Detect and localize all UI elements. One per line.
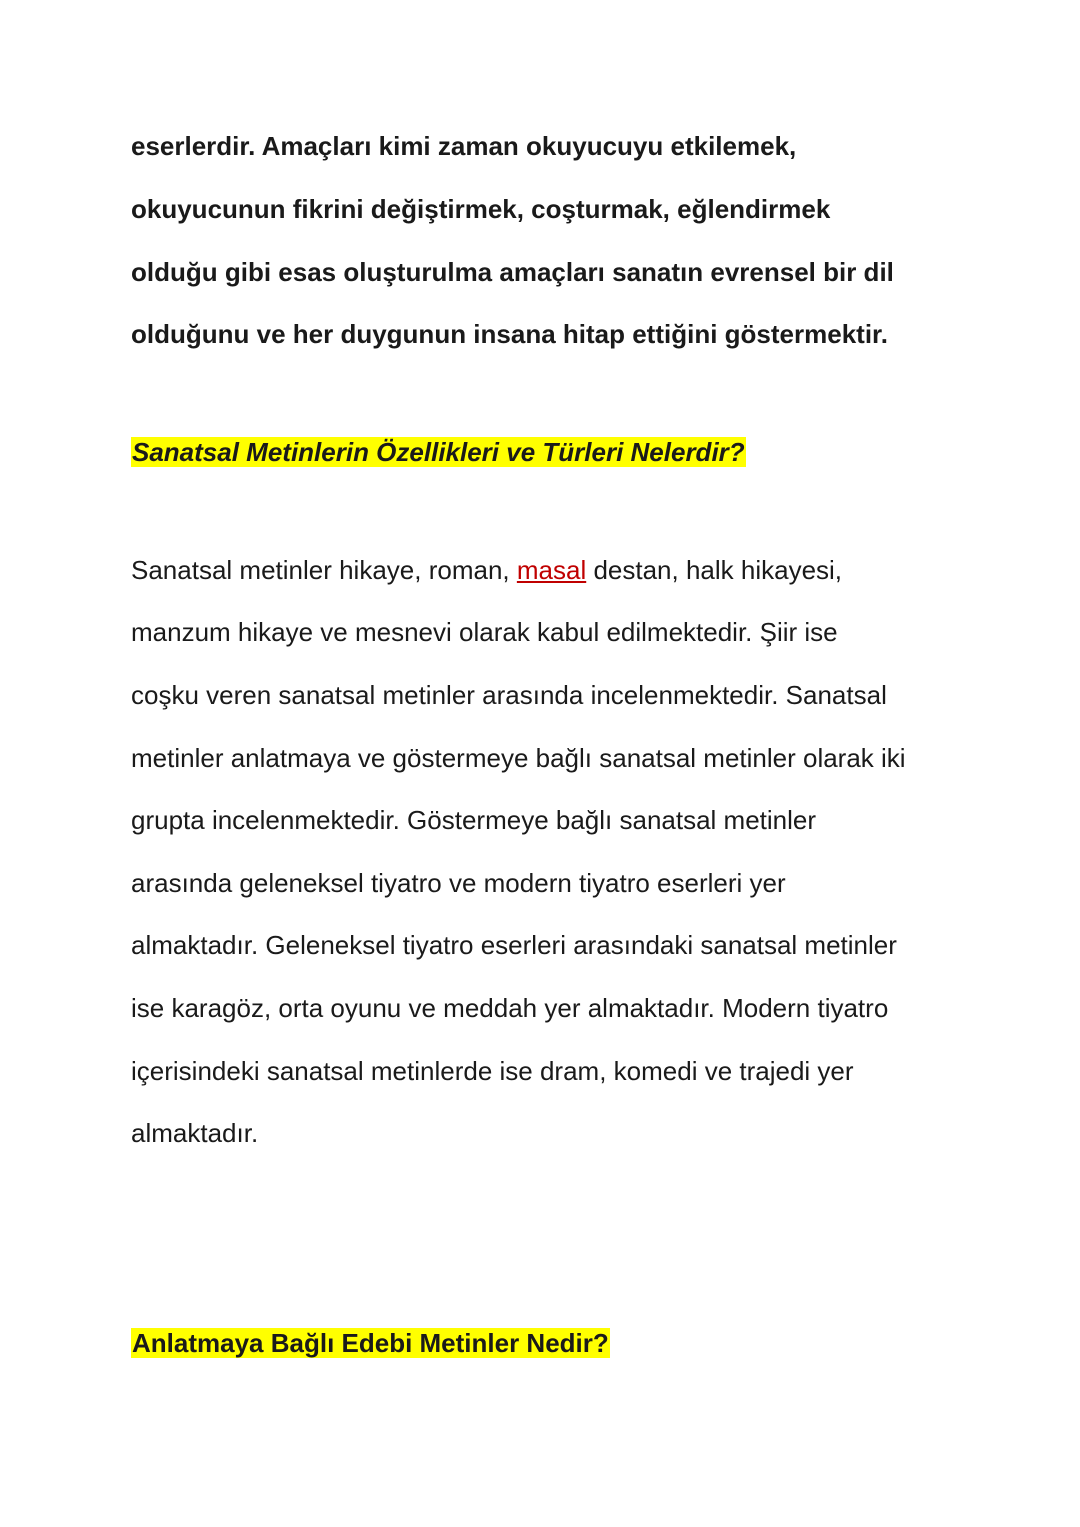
intro-line-4: olduğunu ve her duygunun insana hitap ettiğini göstermektir. — [131, 319, 888, 349]
body-line-2: manzum hikaye ve mesnevi olarak kabul edilmektedir. Şiir ise — [131, 617, 838, 647]
body-line-9: içerisindeki sanatsal metinlerde ise dram, komedi ve trajedi yer — [131, 1056, 854, 1086]
intro-line-2: okuyucunun fikrini değiştirmek, coşturmak, eğlendirmek — [131, 194, 831, 224]
section-heading-narrative — [131, 1327, 610, 1359]
body-line-1-end: destan, halk hikayesi, — [586, 555, 843, 585]
intro-line-1: eserlerdir. Amaçları kimi zaman okuyucuyu etkilemek, — [131, 131, 797, 161]
body-line-1 — [131, 554, 842, 586]
body-line-8: ise karagöz, orta oyunu ve meddah yer almaktadır. Modern tiyatro — [131, 993, 889, 1023]
body-line-4: metinler anlatmaya ve göstermeye bağlı sanatsal metinler olarak iki — [131, 743, 906, 773]
body-line-1-start: Sanatsal metinler hikaye, roman, — [131, 555, 517, 585]
heading-features-text: Sanatsal Metinlerin Özellikleri ve Türleri Nelerdir? — [132, 437, 745, 467]
body-line-5: grupta incelenmektedir. Göstermeye bağlı sanatsal metinler — [131, 805, 817, 835]
body-line-6: arasında geleneksel tiyatro ve modern tiyatro eserleri yer — [131, 868, 786, 898]
heading-narrative-text: Anlatmaya Bağlı Edebi Metinler Nedir? — [132, 1328, 609, 1358]
section-heading-features — [131, 436, 746, 468]
body-line-10: almaktadır. — [131, 1118, 259, 1148]
intro-line-3: olduğu gibi esas oluşturulma amaçları sanatın evrensel bir dil — [131, 257, 894, 287]
body-line-3: coşku veren sanatsal metinler arasında incelenmektedir. Sanatsal — [131, 680, 887, 710]
masal-link[interactable]: masal — [516, 555, 587, 585]
body-line-7: almaktadır. Geleneksel tiyatro eserleri arasındaki sanatsal metinler — [131, 930, 897, 960]
